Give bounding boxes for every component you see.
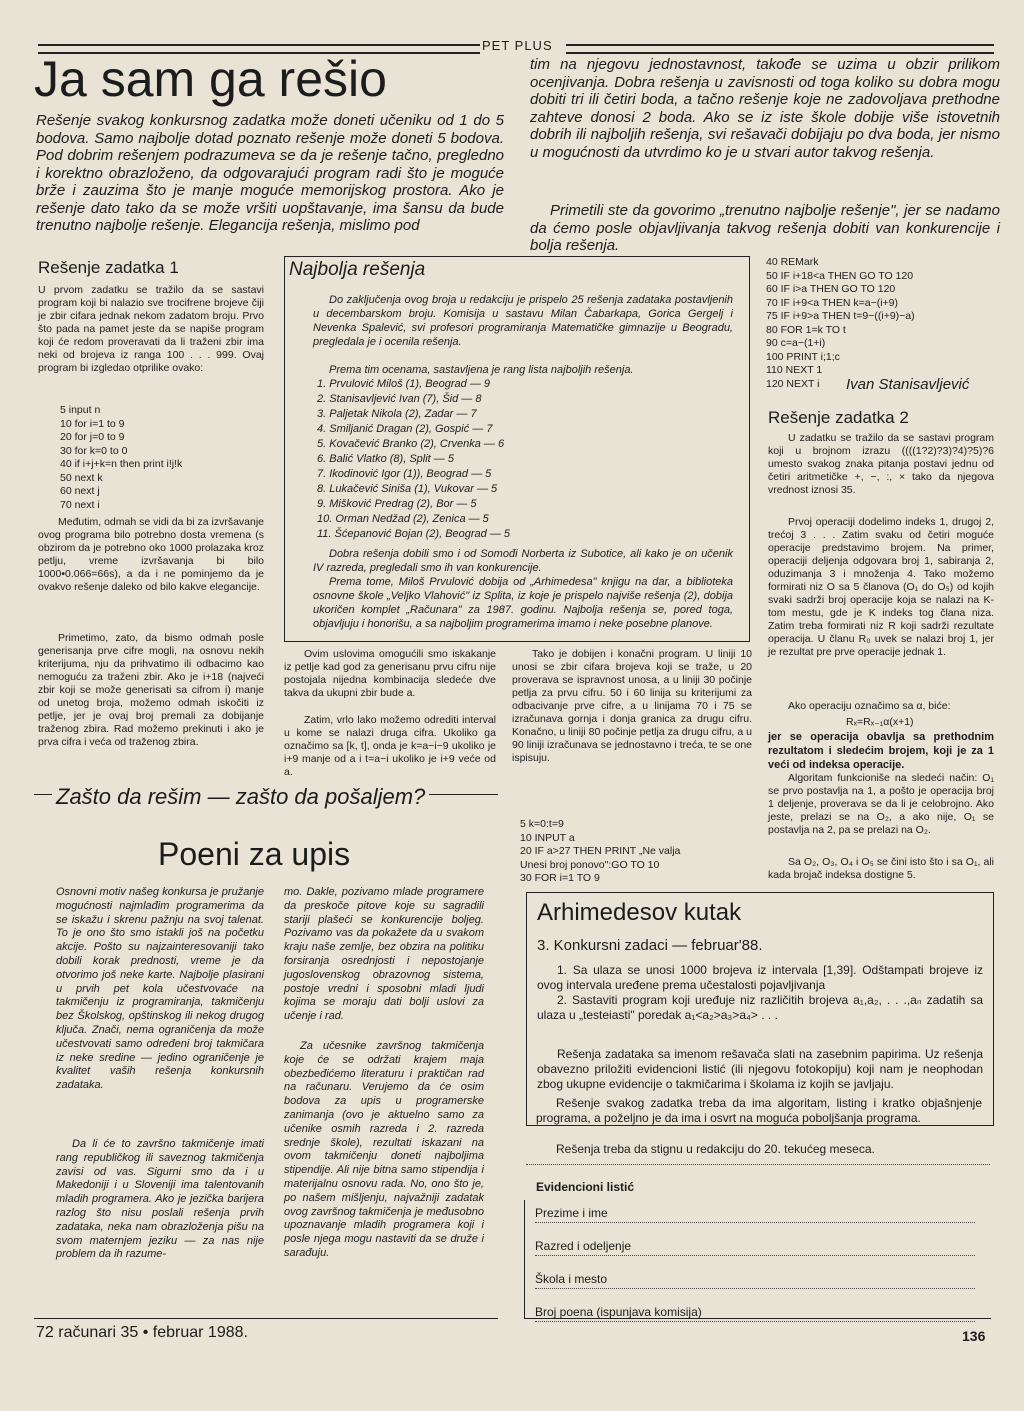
best-intro2: Prema tim ocenama, sastavljena je rang lista najboljih rešenja. — [329, 364, 634, 376]
ranking-list — [317, 377, 510, 542]
code-line: 40 REMark — [766, 256, 819, 268]
solution2-text4: jer se operacija obavlja sa prethodnim rezultatom i sledećim brojem, koji je za 1 veći od indeksa operacije. — [768, 731, 994, 771]
field-label: Razred i odeljenje — [535, 1239, 632, 1253]
code-line: 30 for k=0 to 0 — [60, 444, 128, 457]
field-label: Broj poena (ispunjava komisija) — [535, 1305, 702, 1319]
list-item: 2. Stanisavljević Ivan (7), Šid — 8 — [317, 393, 482, 405]
code-line: 120 NEXT i — [766, 377, 820, 390]
best-outro2: Prema tome, Miloš Prvulović dobija od „Arhimedesa" knjigu na dar, a biblioteka osnovne škole „Veljko Vlahović" iz Splita, iz koje je prispelo najviše rešenja (2), dobija ukoričen komplet „Računara" za 1987. godinu. Najbolja rešenja se, pored toga, objavljuju i honorišu, a sa najboljim programerima imamo i neke posebne planove. — [313, 576, 733, 630]
list-item: 6. Balić Vlatko (8), Split — 5 — [317, 453, 454, 465]
best-solutions-box — [284, 256, 750, 642]
code-line: 60 next j — [60, 485, 100, 497]
page-number: 136 — [962, 1328, 986, 1344]
code-line: 50 IF i+18<a THEN GO TO 120 — [766, 269, 914, 282]
best-outro: Dobra rešenja dobili smo i od Somođi Norberta iz Subotice, ali kako je on učenik IV razreda, pregledali smo ih van konkurencije. — [313, 548, 733, 574]
solution2-text2: Prvoj operaciji dodelimo indeks 1, drugoj 2, trećoj 3 . . . Zatim svaku od četiri moguće operacije predstavimo brojem. Na primer, operaciji deljenja odgovara broj 1, sabiranja 2, oduzimanja 3 i množenja 4. Tako možemo formirati niz O sa 5 članova (O₁ do O₅) od kojih svaki sadrži broj operacije koja se nalazi na K-tom mestu, gde je K indeks tog člana niza. Zatim treba formirati niz R koji sadrži rezultate operacija. U članu R₀ uvek se nalazi broj 1, jer je rezultat pre prve operacije jednak 1. — [768, 516, 994, 658]
form-field-points[interactable] — [535, 1299, 975, 1322]
solution2-heading: Rešenje zadatka 2 — [768, 408, 909, 427]
code-line: 10 INPUT a — [520, 831, 575, 844]
header-rule-right — [566, 44, 994, 54]
list-item: 11. Šćepanović Bojan (2), Beograd — 5 — [317, 528, 511, 540]
why-col2b: Za učesnike završnog takmičenja koje će se održati krajem maja obezbeđićemo literaturu i praktičan rad na računaru. Verujemo da će osim bodova za upis u programerske zanimanja (ovo je aktuelno samo za učenike osmih razreda i 2. razreda srednje škole), rezultati iskazani na ovom takmičenju doneti najboljima stipendije. Ali nije bitna samo stipendija i materijalnu osnovu rada. No, ono što je, po našem mišljenju, najvažniji zadatak ovog završnog takmičenja je međusobno upoznavanje mladih programera koji i posle njega mogu nastaviti da se druže i sarađuju. — [284, 1040, 484, 1259]
solution1-text3: Primetimo, zato, da bismo odmah posle generisanja prve cifre mogli, na osnovu nekih kriterijuma, nju da prihvatimo ili odbacimo kao nemoguću za traženi zbir. Ako je i+18 (najveći zbir koji se može generisati sa cifrom i) manje od unetog broja, možemo odmah iskočiti iz petlje, jer je ovaj broj premali za dobijanje traženog zbira. Rad možemo prekinuti i ako je prva cifra i veća od traženog zbira. — [38, 632, 264, 748]
list-item: 5. Kovačević Branko (2), Crvenka — 6 — [317, 438, 505, 450]
article-intro-right: tim na njegovu jednostavnost, takođe se uzima u obzir prilikom ocenjivanja. Dobra rešenja u zavisnosti od toga koliko su dobra mogu dobiti tri ili četiri boda, a tačno rešenje koje ne zadovoljava prethodne zahteve donosi 2 boda. Ako se iz iste škole dobije više istovetnih dobrih ili najboljih rešenja, svi rešavači dobijaju po dva boda, jer nismo u mogućnosti da utvrdimo ko je u stvari autor takvog rešenja. — [530, 56, 1000, 161]
solution2-text5: Algoritam funkcioniše na sledeći način: O₁ se prvo postavlja na 1, a pošto je operacija broj 1 deljenje, proverava se da li je celobrojno. Ako jeste, prelazi se na O₂, a ako nije, O₁ se postavlja na 2, pa se prelazi na O₂. — [768, 772, 994, 836]
solution2-text1: U zadatku se tražilo da se sastavi program koji u brojnom izrazu ((((1?2)?3)?4)?5)?6 umesto svakog znaka pitanja postavi jednu od četiri aritmetičke +, −, :, × tako da njegova vrednost iznosi 35. — [768, 432, 994, 496]
code-line: 40 if i+j+k=n then print i!j!k — [60, 458, 183, 470]
kutak-box — [526, 892, 994, 1126]
code-line: 50 next k — [60, 471, 103, 484]
list-item: 9. Mišković Predrag (2), Bor — 5 — [317, 498, 477, 510]
field-label: Škola i mesto — [535, 1272, 608, 1286]
code-line: 110 NEXT 1 — [766, 364, 823, 376]
kutak-task2: 2. Sastaviti program koji uređuje niz različitih brojeva a₁,a₂, . . .,aₙ zadatih sa ulaza u „testeiasti" poredak a₁<a₂>a₃>a₄> . . . — [537, 993, 983, 1022]
article-intro-right-2: Primetili ste da govorimo „trenutno najbolje rešenje", jer se nadamo da ćemo posle objavljivanja takvog rešenja dobiti van konkurencije i bolja rešenja. — [530, 202, 1000, 254]
code-line: Unesi broj ponovo":GO TO 10 — [520, 858, 660, 871]
solution1-text2: Međutim, odmah se vidi da bi za izvršavanje ovog programa bilo potrebno dosta vremena (s obzirom da je potrebno oko 1000 prolazaka kroz petlju, vreme izvršavanja bi bilo 1000•0.066=66s), a da i ne pominjemo da je ovakvo rešenje daleko od bilo kakve elegancije. — [38, 516, 265, 593]
list-item: 4. Smiljanić Dragan (2), Gospić — 7 — [317, 423, 493, 435]
kutak-note1: Rešenja zadataka sa imenom rešavača slati na zasebnim papirima. Uz rešenja obavezno priložiti evidencioni listić (ili njegovu fotokopiju) koji nam je neophodan zbog ukupne evidencije o takmičarima i školama iz kojih se javljaju. — [537, 1047, 983, 1091]
solution1-code — [60, 404, 182, 512]
code-line: 10 for i=1 to 9 — [60, 417, 125, 430]
list-item: 8. Lukačević Siniša (1), Vukovar — 5 — [317, 483, 498, 495]
code-line: 5 input n — [60, 404, 101, 416]
code-line: 75 IF i+9>a THEN t=9−((i+9)−a) — [766, 310, 915, 322]
form-box — [524, 1200, 991, 1319]
code-line: 80 FOR 1=k TO t — [766, 323, 846, 336]
why-bottom-rule — [34, 1318, 498, 1319]
code-line: 30 FOR i=1 TO 9 — [520, 872, 600, 884]
solution1-text5: Zatim, vrlo lako možemo odrediti interval u kome se nalazi druga cifra. Ukoliko ga označimo sa [k, t], onda je k=a−i−9 ukoliko je i+9 manje od a i t=a−i ukoliko je i+9 veće od a. — [284, 714, 496, 778]
form-top-rule — [526, 1164, 990, 1165]
why-col1: Osnovni motiv našeg konkursa je pružanje mogućnosti najmlađim programerima da se iskažu i skrenu pažnju na svoj talenat. To je ono što smo istakli još na početku akcije. Pošto su najzainteresovaniji tako dobili korak prednosti, vreme je da otvorimo još neke karte. Najbolje plasirani u prvih pet kola učestvovaće na takmičenju iz programiranja, takmičenju bez Školskog, opštinskog ili nekog drugog ključa. Znači, nema ograničenja da može učestvovati samo određeni broj takmičara iz neke sredine — jedino ograničenje je kvalitet vaših rešenja konkursnih zadataka. — [56, 886, 264, 1092]
best-heading: Najbolja rešenja — [289, 259, 426, 280]
solution2-formula: Rₓ=Rₓ₋₁α(x+1) — [846, 716, 914, 728]
solution1-author: Ivan Stanisavljević — [846, 376, 970, 393]
why-col1b: Da li će to završno takmičenje imati rang republičkog ili saveznog takmičenja zavisi od vas. Sigurni smo da i u Makedoniji i u Sloveniji ima talentovanih mladih programera. Ako je jezička barijera razlog što nisu poslali rešenja prvih zadataka, neka nam obrazloženja pišu na svom maternjem jeziku — za nas nije problem da ih razume- — [56, 1138, 264, 1261]
list-item: 1. Prvulović Miloš (1), Beograd — 9 — [317, 378, 491, 390]
field-label: Prezime i ime — [535, 1206, 608, 1220]
code-line: 60 IF i>a THEN GO TO 120 — [766, 283, 896, 295]
why-heading: Zašto da rešim — zašto da pošaljem? — [52, 784, 429, 810]
footer-left: 72 računari 35 • februar 1988. — [36, 1324, 248, 1341]
solution1-text4: Ovim uslovima omogućili smo iskakanje iz petlje kad god za generisanu prvu cifru nije postojala nijedna kombinacija sledeće dve takva da ukupni zbir bude a. — [284, 648, 496, 699]
list-item: 3. Paljetak Nikola (2), Zadar — 7 — [317, 408, 477, 420]
solution1-code3 — [766, 256, 915, 391]
code-line: 20 IF a>27 THEN PRINT „Ne valja — [520, 845, 681, 857]
kutak-title: Arhimedesov kutak — [537, 899, 742, 926]
form-field-class[interactable] — [535, 1233, 975, 1256]
solution1-text1: U prvom zadatku se tražilo da se sastavi program koji bi nalazio sve trocifrene brojeve čiji je zbir cifara jednak nekom zadatom broju. Prvo što pada na pamet jeste da se napiše program koji će redom proveravati da li traženi zbir ima neki od brojeva iz ranga 100 . . . 999. Ovaj program bi izgledao otprilike ovako: — [38, 284, 264, 374]
kutak-subtitle: 3. Konkursni zadaci — februar'88. — [537, 937, 763, 954]
code-line: 90 c=a−(1+i) — [766, 337, 826, 349]
code-line: 100 PRINT i;1;c — [766, 350, 840, 363]
form-field-school[interactable] — [535, 1266, 975, 1289]
list-item: 10. Orman Nedžad (2), Zenica — 5 — [317, 513, 489, 525]
code-line: 70 next i — [60, 498, 100, 511]
kutak-note3: Rešenja treba da stignu u redakciju do 20. tekućeg meseca. — [556, 1142, 875, 1156]
solution2-text6: Sa O₂, O₃, O₄ i O₅ se čini isto što i sa O₁, ali kada brojač indeksa dostigne 5. — [768, 856, 994, 881]
solution1-heading: Rešenje zadatka 1 — [38, 258, 179, 277]
code-line: 70 IF i+9<a THEN k=a−(i+9) — [766, 296, 898, 309]
form-title: Evidencioni listić — [536, 1180, 635, 1194]
solution2-text3: Ako operaciju označimo sa α, biće: — [788, 700, 951, 712]
article-title: Ja sam ga rešio — [34, 51, 387, 107]
best-intro: Do zaključenja ovog broja u redakciju je prispelo 25 rešenja zadataka postavljenih u decembarskom broju. Komisija u sastavu Milan Čabarkapa, Gorica Gergelj i Nevenka Spalević, svi profesori programiranja Matematičke gimnazije u Beogradu, pregledala je i ocenila rešenja. — [313, 294, 733, 348]
why-subheading: Poeni za upis — [158, 836, 351, 872]
solution1-text6: Tako je dobijen i konačni program. U liniji 10 unosi se zbir cifara brojeva koji se traže, u 20 proverava se ispravnost unosa, a u liniji 30 počinje petlja za prvu cifru. 50 i 60 linija su kriterijumi za odbacivanje prve cifre, a u linijama 70 i 75 se izračunava gornja i donja granica za drugu cifru. Konačno, u liniji 80 počinje petlja za drugu cifru, a u 90 liniji izračunava se jednostavno i treća, te se one ispisuju. — [512, 648, 752, 764]
code-line: 5 k=0:t=9 — [520, 818, 564, 830]
article-intro: Rešenje svakog konkursnog zadatka može doneti učeniku od 1 do 5 bodova. Samo najbolje dotad poznato rešenje može doneti 5 bodova. Pod dobrim rešenjem podrazumeva se da je rešenje tačno, pregledno i korektno obrazloženo, da odgovarajući program radi što je moguće brže i zauzima što je manje moguće memorijskog prostora. Ako je rešenje dato tako da se može vršiti uopštavanje, ima šansu da bude trenutno najbolje rešenje. Elegancija rešenja, mislimo pod — [36, 112, 504, 234]
section-label: PET PLUS — [482, 38, 553, 53]
form-field-name[interactable] — [535, 1200, 975, 1223]
kutak-note2: Rešenje svakog zadatka treba da ima algoritam, listing i kratko objašnjenje programa, a poželjno je da ima i osvrt na moguća poboljšanja programa. — [536, 1096, 982, 1125]
solution1-code2 — [520, 818, 680, 886]
kutak-task1: 1. Sa ulaza se unosi 1000 brojeva iz intervala [1,39]. Odštampati brojeve iz ovog intervala uređene prema učestalosti pojavljivanja — [537, 963, 983, 992]
code-line: 20 for j=0 to 9 — [60, 431, 125, 443]
list-item: 7. Ikodinović Igor (1)), Beograd — 5 — [317, 468, 492, 480]
why-col2: mo. Dakle, pozivamo mlade programere da preskoče pitove koje su sagradili stariji plašeći se konkurencije boljeg. Pozivamo vas da pokažete da u svakom kraju naše zemlje, bez obzira na politiku forsiranja osrednjosti i nepostojanje jugoslovenskog obrazovnog sistema, postoje vredni i sposobni mladi ljudi kojima se moraju dati bolji uslovi za učenje i rad. — [284, 886, 484, 1023]
